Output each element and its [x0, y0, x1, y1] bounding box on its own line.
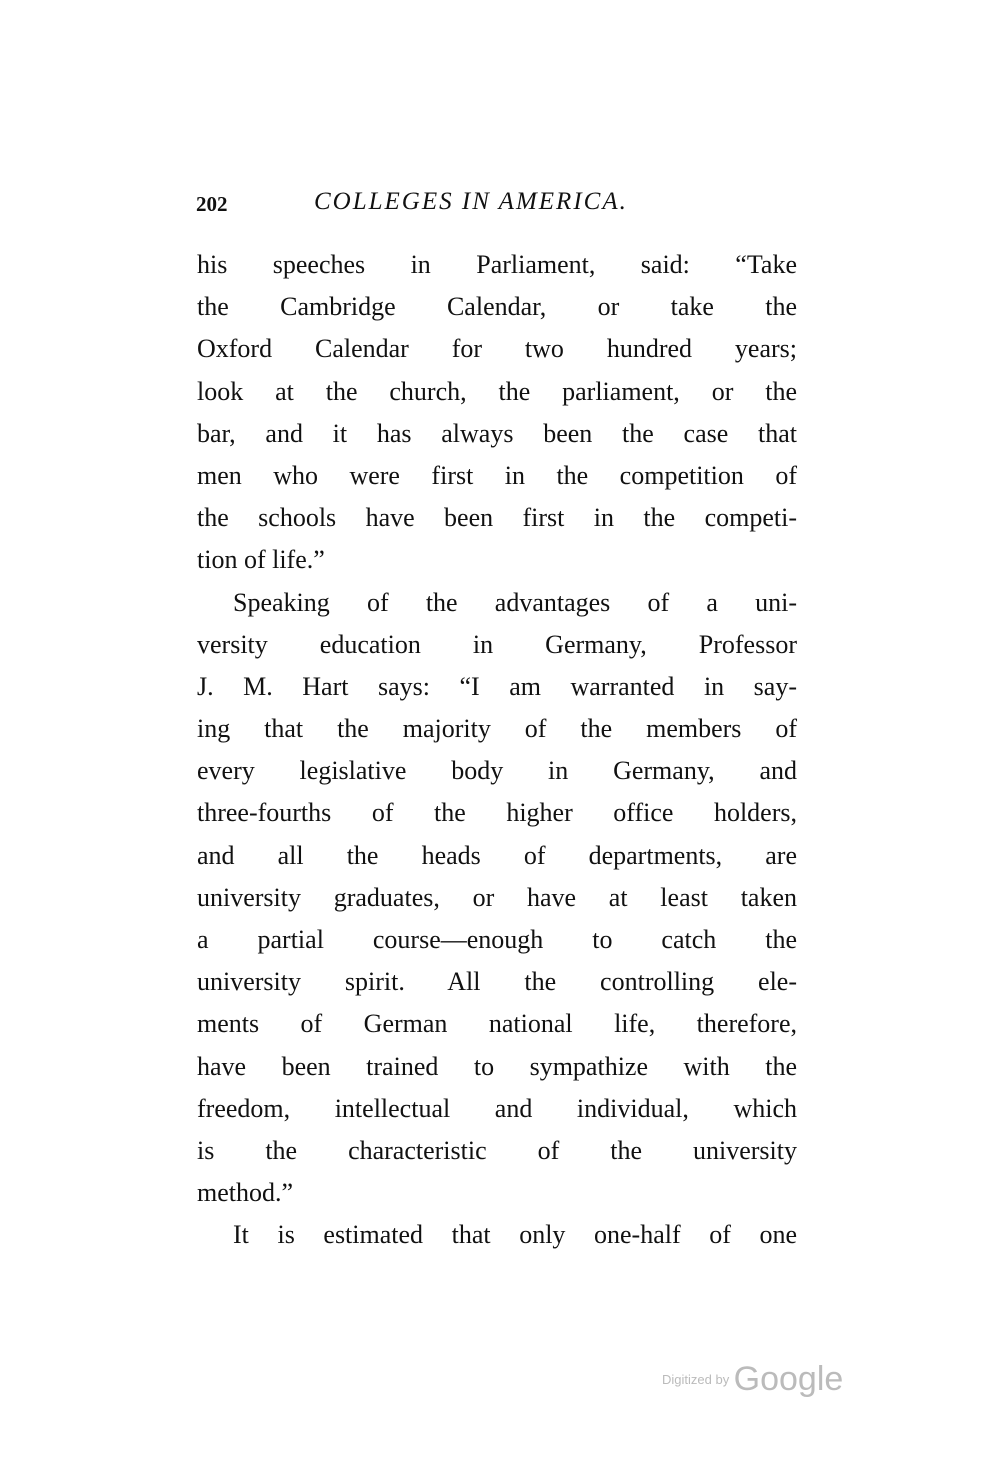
text-line: freedom, intellectual and individual, which	[197, 1093, 797, 1123]
paragraph	[197, 1214, 797, 1256]
body-text	[197, 244, 797, 1257]
text-line: his speeches in Parliament, said: “Take	[197, 250, 797, 279]
text-line: have been trained to sympathize with the	[197, 1051, 797, 1081]
text-line: It is estimated that only one-half of one	[233, 1220, 797, 1250]
text-line: ments of German national life, therefore,	[197, 1009, 797, 1039]
text-line: ing that the majority of the members of	[197, 714, 797, 744]
page-number: 202	[196, 192, 228, 216]
text-line: every legislative body in Germany, and	[197, 756, 797, 786]
text-line: versity education in Germany, Professor	[197, 629, 797, 659]
text-line: Oxford Calendar for two hundred years;	[197, 334, 797, 364]
text-line: Speaking of the advantages of a uni-	[233, 587, 797, 617]
text-line: university spirit. All the controlling ele-	[197, 967, 797, 997]
google-watermark	[662, 1360, 843, 1399]
text-line: look at the church, the parliament, or the	[197, 376, 797, 406]
text-line: men who were first in the competition of	[197, 460, 797, 490]
text-line: method.”	[197, 1178, 294, 1208]
text-line: is the characteristic of the university	[197, 1135, 797, 1165]
text-line: the Cambridge Calendar, or take the	[197, 292, 797, 322]
watermark-prefix: Digitized by	[662, 1372, 730, 1387]
running-title: COLLEGES IN AMERICA.	[314, 188, 628, 215]
text-line: bar, and it has always been the case that	[197, 418, 797, 448]
watermark-brand: Google	[733, 1360, 844, 1398]
text-line: the schools have been first in the competi-	[197, 503, 797, 533]
text-line: three-fourths of the higher office holders,	[197, 798, 797, 828]
text-line: and all the heads of departments, are	[197, 840, 797, 870]
text-line: a partial course—enough to catch the	[197, 925, 797, 954]
paragraph	[197, 244, 797, 582]
text-line: university graduates, or have at least taken	[197, 882, 797, 912]
text-line: J. M. Hart says: “I am warranted in say-	[197, 671, 797, 701]
paragraph	[197, 582, 797, 1215]
text-line: tion of life.”	[197, 545, 325, 575]
